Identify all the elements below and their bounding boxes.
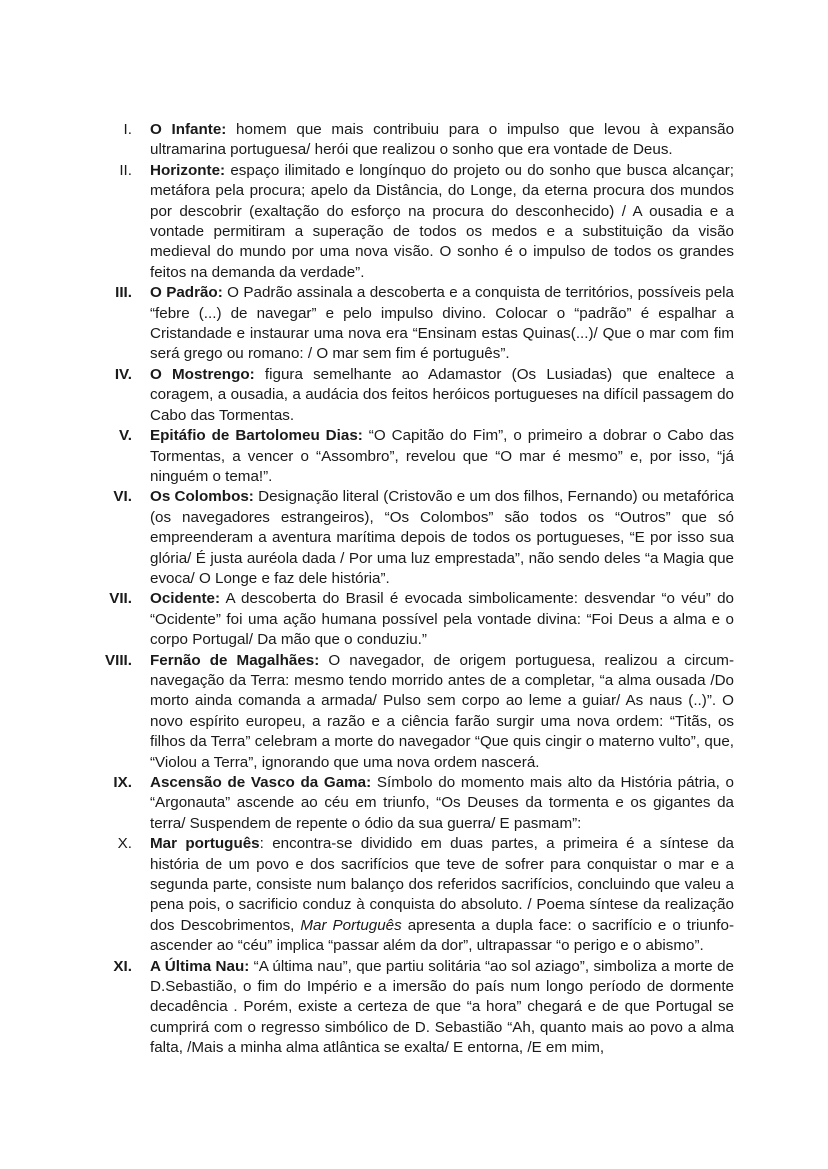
list-item-ii — [94, 161, 734, 283]
list-item-iv — [94, 365, 734, 426]
item-text: Designação literal (Cristovão e um dos filhos, Fernando) ou metafórica (os navegadores estrangeiros), “Os Colombos” são todos os “Outros” que só empreenderam a aventura marítima depois de todos os portugueses, “E por isso sua glória/ É justa auréola dada / Por uma luz emprestada”, não sendo deles “a Magia que evoca/ O Longe e faz dele história”. — [150, 488, 734, 587]
item-italic-title: Mar Português — [300, 916, 402, 934]
item-body — [150, 589, 734, 650]
list-item-vii — [94, 589, 734, 650]
list-item-iii — [94, 283, 734, 365]
item-number: X. — [117, 835, 132, 853]
item-text: A descoberta do Brasil é evocada simbolicamente: desvendar “o véu” do “Ocidente” foi uma ação humana possível pela vontade divina: “Foi Deus a alma e o corpo Portugal/ Da mão que o conduziu.” — [150, 590, 734, 649]
item-number: XI. — [113, 957, 132, 975]
item-body — [150, 161, 734, 283]
item-term: Epitáfio de Bartolomeu Dias: — [150, 427, 363, 445]
item-text: “A última nau”, que partiu solitária “ao sol aziago”, simboliza a morte de D.Sebastião, o fim do Império e a imersão do país num longo período de dormente decadência . Porém, existe a certeza de que “a hora” chegará e de que Portugal se cumprirá com o regresso simbólico de D. Sebastião “Ah, quanto mais ao povo a alma falta, /Mais a minha alma atlântica se exalta/ E entorna, /E em mim, — [150, 957, 734, 1057]
list-item-vi — [94, 487, 734, 589]
list-item-i — [94, 120, 734, 161]
numbered-list — [94, 120, 734, 1059]
item-number: VII. — [109, 590, 132, 608]
list-item-ix — [94, 773, 734, 834]
item-body — [150, 834, 734, 956]
item-term: O Infante: — [150, 121, 227, 138]
item-text: espaço ilimitado e longínquo do projeto ou do sonho que busca alcançar; metáfora pela procura; apelo da Distância, do Longe, da eterna procura dos mundos por descobrir (exaltação do esforço na procura do desconhecido) / A ousadia e a vontade permitiram a superação de todos os medos e a substituição da visão medieval do mundo por uma nova visão. O sonho é o impulso de todos os grandes feitos na demanda da verdade”. — [150, 161, 734, 281]
item-number: IX. — [113, 774, 132, 791]
item-number: II. — [119, 161, 132, 179]
item-body — [150, 651, 734, 773]
item-body — [150, 426, 734, 487]
item-text: O Padrão assinala a descoberta e a conquista de territórios, possíveis pela “febre (...) de navegar” e pelo impulso divino. Colocar o “padrão” é espalhar a Cristandade e instaurar uma nova era “Ensinam estas Quinas(...)/ Que o mar com fim será grego ou romano: / O mar sem fim é português”. — [150, 284, 734, 363]
item-term: Ocidente: — [150, 590, 221, 608]
item-body — [150, 487, 734, 589]
item-number: IV. — [114, 365, 132, 383]
item-term: Mar português — [150, 835, 260, 853]
list-item-viii — [94, 651, 734, 773]
item-text: O navegador, de origem portuguesa, realizou a circum-navegação da Terra: mesmo tendo morrido antes de a completar, “a alma ousada /Do morto ainda comanda a armada/ Pulso sem corpo ao leme a guiar/ As naus (..)”. O novo espírito europeu, a razão e a ciência farão surgir uma nova ordem: “Titãs, os filhos da Terra” celebram a morte do navegador “Que quis cingir o materno vulto”, que, “Violou a Terra”, ignorando que uma nova ordem nascerá. — [150, 651, 734, 771]
item-text: apresenta a dupla face: o sacrifício e o triunfo- ascender ao “céu” implica “passar além da dor”, ultrapassar “o perigo e o abismo”. — [150, 916, 735, 955]
item-number: VI. — [113, 488, 132, 506]
item-number: I. — [123, 121, 132, 138]
list-item-xi — [94, 957, 734, 1059]
list-item-v — [94, 426, 734, 487]
item-term: Ascensão de Vasco da Gama: — [150, 774, 372, 791]
item-number: III. — [115, 284, 132, 302]
list-item-x — [94, 834, 734, 956]
item-term: Fernão de Magalhães: — [150, 651, 320, 669]
item-term: A Última Nau: — [150, 957, 250, 975]
item-body — [150, 365, 734, 426]
item-text: homem que mais contribuiu para o impulso que levou à expansão ultramarina portuguesa/ herói que realizou o sonho que era vontade de Deus. — [150, 121, 735, 159]
item-number: VIII. — [104, 651, 132, 669]
item-body — [150, 957, 734, 1059]
item-term: O Mostrengo: — [150, 365, 255, 383]
item-text: figura semelhante ao Adamastor (Os Lusiadas) que enaltece a coragem, a ousadia, a audácia dos feitos heróicos portugueses na difícil passagem do Cabo das Tormentas. — [150, 365, 734, 424]
item-body — [150, 773, 734, 834]
item-term: Horizonte: — [150, 161, 226, 179]
item-body — [150, 120, 734, 161]
item-term: Os Colombos: — [150, 488, 254, 506]
item-text: : encontra-se dividido em duas partes, a primeira é a síntese da história de um povo e dos sacrifícios que teve de sofrer para conquistar o mar e a segunda parte, consiste num balanço dos referidos sacrifícios, concluindo que valeu a pena pois, o sacrificio conduz à conquista do absoluto. / Poema síntese da realização dos Descobrimentos, — [150, 835, 734, 934]
item-number: V. — [119, 427, 132, 445]
item-text: “O Capitão do Fim”, o primeiro a dobrar o Cabo das Tormentas, a vencer o “Assombro”, revelou que “O mar é mesmo” e, por isso, “já ninguém o tema!”. — [150, 427, 735, 485]
item-body — [150, 283, 734, 365]
item-term: O Padrão: — [150, 284, 223, 302]
item-text: Símbolo do momento mais alto da História pátria, o “Argonauta” ascende ao céu em triunfo, “Os Deuses da tormenta e os gigantes da terra/ Suspendem de repente o ódio da sua guerra/ E pasmam”: — [150, 774, 734, 832]
